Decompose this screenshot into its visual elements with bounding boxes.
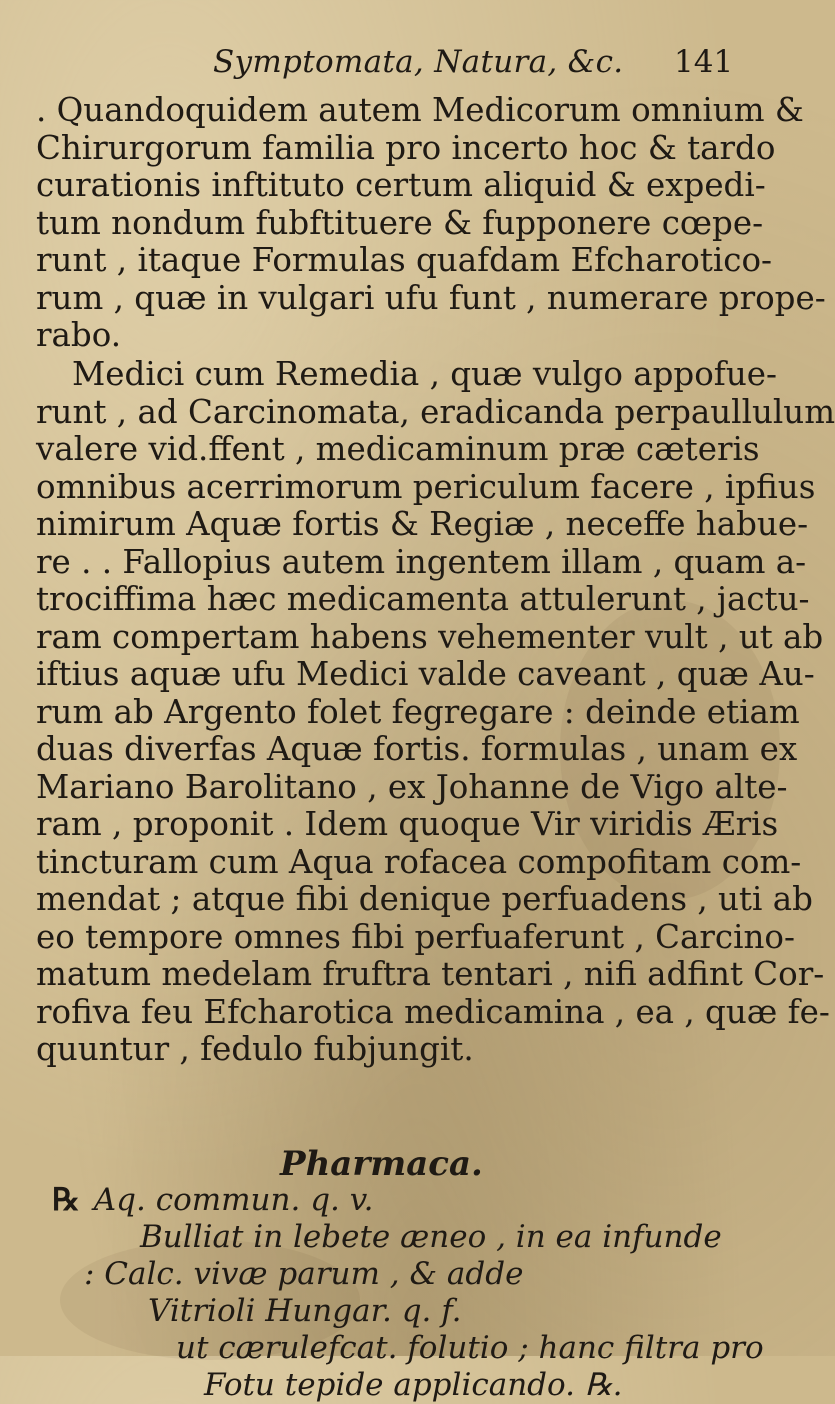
paragraph-2 [36,355,835,1069]
section-heading: Pharmaca. [280,1144,483,1184]
recipe-line: ut cærulefcat. folutio ; hanc filtra pro [176,1330,764,1366]
text-line: ram compertam habens vehementer vult , ut ab [36,617,824,656]
text-line: re . . Fallopius autem ingentem illam , quam a- [36,542,807,581]
text-line: rum ab Argento folet fegregare : deinde etiam [36,692,800,731]
text-line: ram , proponit . Idem quoque Vir viridis Æris [36,805,779,843]
text-line: trociffima hæc medicamenta attulerunt , jactu- [36,580,810,618]
page-number: 141 [674,44,734,80]
text-line: Medici cum Remedia , quæ vulgo appofue- [72,355,777,393]
text-line: runt , ad Carcinomata, eradicanda perpaullulum [36,392,835,431]
paragraph-1 [36,91,826,355]
text-line: tum nondum fubftituere & fupponere cœpe- [36,203,764,242]
text-line: curationis inftituto certum aliquid & expedi- [36,166,766,204]
text-line: . Quandoquidem autem Medicorum omnium & [36,91,804,129]
text-line: mendat ; atque fibi denique perfuadens , uti ab [36,880,813,918]
recipe-line: Vitrioli Hungar. q. f. [148,1293,462,1329]
text-line: quuntur , fedulo fubjungit. [36,1030,474,1068]
recipe-line-text: Aq. commun. q. v. [93,1182,374,1218]
text-line: rofiva feu Efcharotica medicamina , ea , quæ fe- [36,992,830,1031]
text-line: Chirurgorum familia pro incerto hoc & tardo [36,128,776,167]
text-line: matum medelam fruftra tentari , nifi adfint Cor- [36,955,825,993]
recipe-line [52,1182,752,1219]
text-line: tincturam cum Aqua rofacea compofitam com- [36,842,802,881]
text-line: duas diverfas Aquæ fortis. formulas , unam ex [36,730,798,768]
recipe-block [52,1182,764,1404]
text-line: runt , itaque Formulas quafdam Efcharotico- [36,241,773,279]
recipe-symbol: ℞ [52,1182,80,1218]
text-line: valere vid.ffent , medicaminum præ cæteris [36,430,760,468]
text-line: iftius aquæ ufu Medici valde caveant , quæ Au- [36,655,815,693]
recipe-line: Fotu tepide applicando. ℞. [204,1367,623,1403]
text-line: eo tempore omnes fibi perfuaferunt , Carcino- [36,917,795,956]
text-line: rum , quæ in vulgari ufu funt , numerare prope- [36,278,826,317]
text-line: nimirum Aquæ fortis & Regiæ , neceffe habue- [36,505,809,543]
recipe-line: : Calc. vivæ parum , & adde [84,1256,524,1292]
running-title: Symptomata, Natura, &c. [213,44,624,80]
text-line: rabo. [36,316,122,354]
recipe-line: Bulliat in lebete æneo , in ea infunde [140,1219,722,1255]
running-head [0,40,800,84]
text-line: Mariano Barolitano , ex Johanne de Vigo alte- [36,767,788,806]
text-line: omnibus acerrimorum periculum facere , ipfius [36,467,816,506]
